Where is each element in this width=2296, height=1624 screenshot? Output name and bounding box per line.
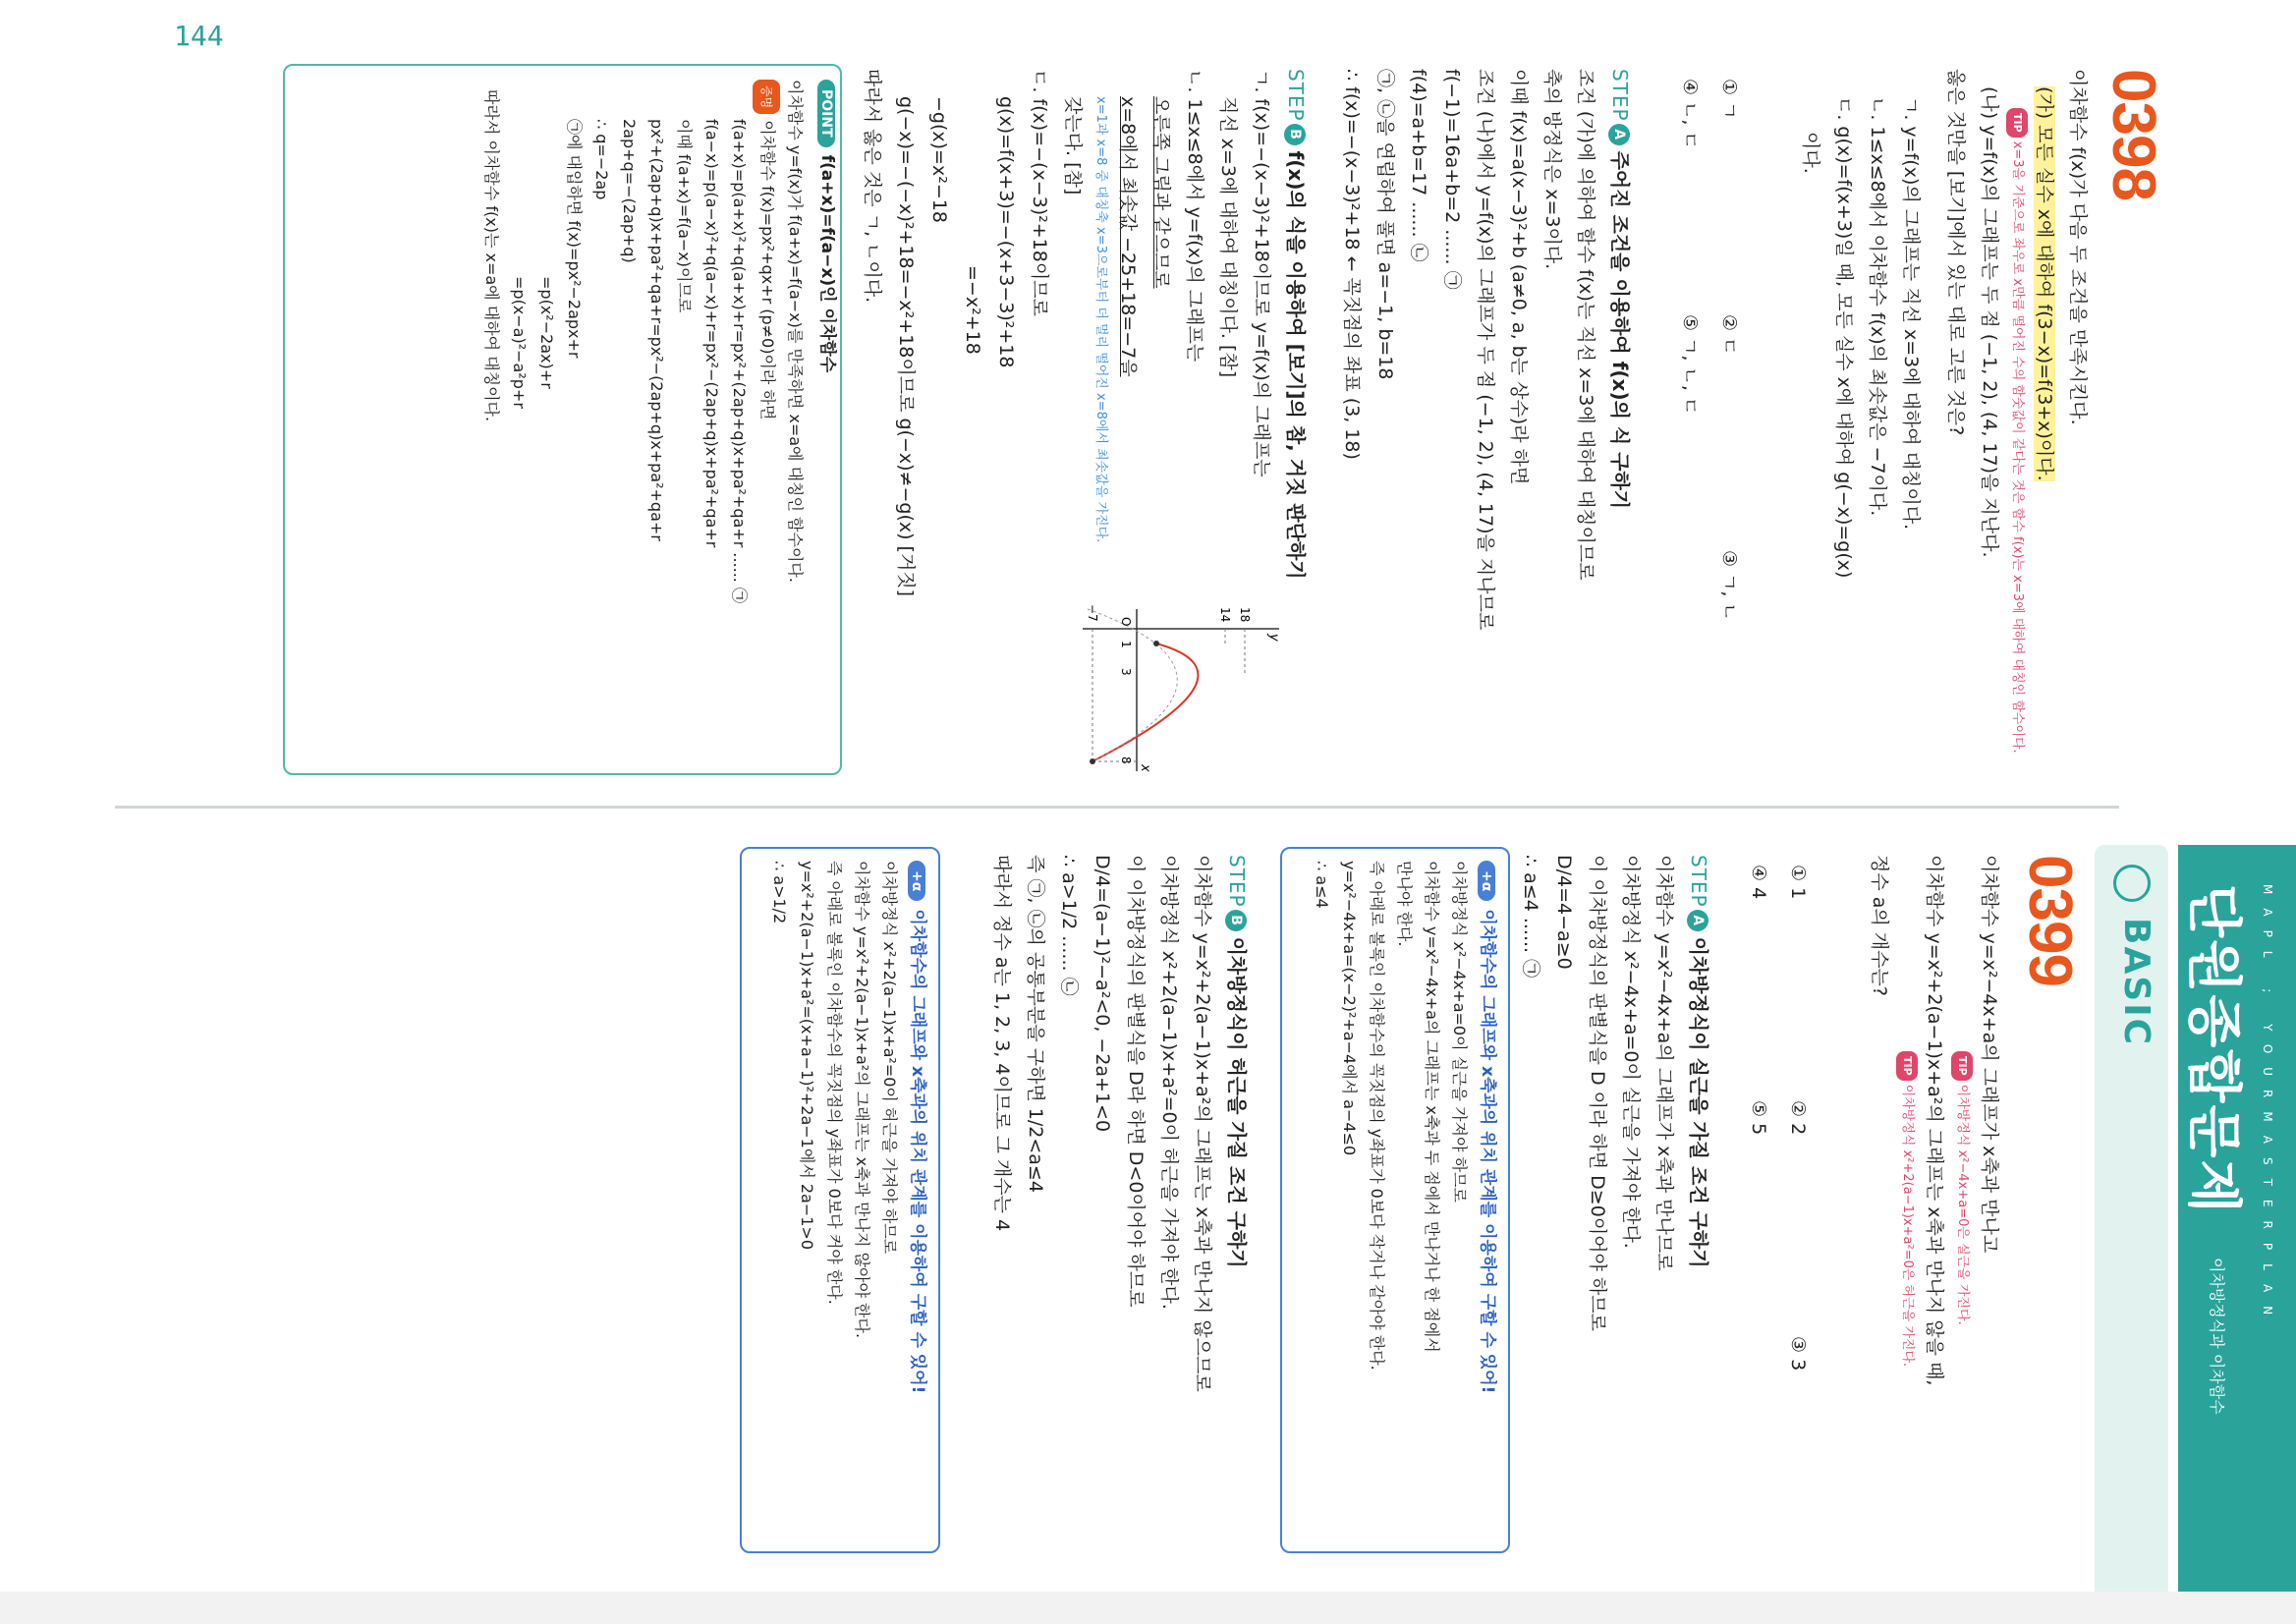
step-label: STEP — [1687, 855, 1710, 908]
step-b-0398 — [856, 69, 1314, 596]
solution-line: x=8에서 최솟값 −25+18=−7을 — [1117, 96, 1139, 377]
tick-origin: O — [1119, 617, 1133, 627]
half-divider — [115, 806, 2119, 809]
point-box — [283, 64, 842, 775]
question-prompt: 옳은 것만을 [보기]에서 있는 대로 고른 것은? — [1945, 69, 1967, 436]
solution-line: 조건 (나)에서 y=f(x)의 그래프가 두 점 (−1, 2), (4, 17)을 지나므로 — [1475, 69, 1496, 631]
point-line: 따라서 이차함수 f(x)는 x=a에 대하여 대칭이다. — [482, 89, 501, 422]
step-label: STEP — [1608, 69, 1632, 122]
tip-label: TIP — [1951, 1051, 1973, 1081]
note-text: x=1과 x=8 중 대칭축 x=3으로부터 더 멀리 떨어진 x=8에서 최솟값을 가진다. — [1093, 96, 1108, 543]
bogi-item-1: ㄱ. y=f(x)의 그래프는 직선 x=3에 대하여 대칭이다. — [1900, 96, 1922, 531]
step-badge: B — [1284, 124, 1306, 145]
point-line: ㉠에 대입하면 f(x)=px²−2apx+r — [565, 119, 584, 359]
choice-4[interactable]: ④ 4 — [1748, 865, 1769, 900]
choice-4[interactable]: ④ ㄴ, ㄷ — [1679, 79, 1701, 149]
chevron-circle-icon — [2113, 865, 2151, 902]
unit-banner — [2178, 845, 2296, 1624]
parabola-dashed — [1088, 609, 1177, 761]
alpha-line: 이차함수 y=x²+2(a−1)x+a²의 그래프는 x축과 만나지 않아야 한다. — [853, 861, 871, 1339]
tip-text: 이차방정식 x²+2(a−1)x+a²=0은 허근을 가진다. — [1900, 1084, 1915, 1368]
point-1 — [1153, 641, 1159, 646]
solution-line: 이차함수 y=x²−4x+a의 그래프가 x축과 만나므로 — [1653, 855, 1675, 1271]
solution-line: 오른쪽 그림과 같으므로 — [1150, 96, 1172, 289]
choice-3[interactable]: ③ 3 — [1787, 1336, 1809, 1372]
solution-line: ㉠, ㉡을 연립하여 풀면 a=−1, b=18 — [1374, 69, 1396, 380]
question-prompt: 정수 a의 개수는? — [1869, 855, 1890, 996]
point-tag: POINT — [817, 80, 835, 147]
tick-14: 14 — [1218, 607, 1232, 623]
tip-0398 — [2006, 69, 2028, 754]
solution-line: ㄱ. f(x)=−(x−3)²+18이므로 y=f(x)의 그래프는 — [1251, 69, 1272, 477]
solution-line: f(−1)=16a+b=2 ...... ㉠ — [1441, 69, 1463, 290]
tick-neg7: −7 — [1086, 604, 1099, 622]
alpha-line: 즉 아래로 볼록인 이차함수의 꼭짓점의 y좌표가 0보다 커야 한다. — [825, 861, 844, 1305]
choice-5[interactable]: ⑤ ㄱ, ㄴ, ㄷ — [1679, 314, 1701, 416]
bogi-item-3: ㄷ. g(x)=f(x+3)일 때, 모든 실수 x에 대하여 g(−x)=g(x) — [1833, 96, 1855, 579]
solution-line: ㄴ. 1≤x≤8에서 y=f(x)의 그래프는 — [1184, 69, 1205, 363]
solution-line: 직선 x=3에 대하여 대칭이다. [참] — [1217, 96, 1239, 378]
question-line: 이차함수 y=x²+2(a−1)x+a²의 그래프는 x축과 만나지 않을 때, — [1924, 855, 1945, 1386]
solution-line: 축의 방정식은 x=3이다. — [1541, 69, 1563, 270]
alpha-tag: +α — [1478, 861, 1495, 901]
alpha-title: 이차함수의 그래프와 x축과의 위치 관계를 이용하여 구할 수 있어! — [1478, 909, 1497, 1394]
tick-8: 8 — [1119, 756, 1133, 764]
step-badge: B — [1225, 910, 1247, 931]
solution-line: g(x)=f(x+3)=−(x+3−3)²+18 — [995, 96, 1017, 368]
tip-text: 이차방정식 x²−4x+a=0은 실근을 가진다. — [1955, 1084, 1970, 1325]
alpha-box-2 — [740, 847, 940, 1553]
proof-badge: 증명 — [753, 80, 780, 114]
point-content — [477, 80, 809, 603]
solution-line: f(4)=a+b=17 ...... ㉡ — [1408, 69, 1429, 262]
axis-label-y: y — [1266, 634, 1281, 642]
solution-line: 이차함수 y=x²+2(a−1)x+a²의 그래프는 x축과 만나지 않으므로 — [1192, 855, 1213, 1392]
choice-1[interactable]: ① 1 — [1787, 865, 1809, 900]
condition-ga-text: (가) 모든 실수 x에 대하여 f(3−x)=f(3+x)이다. — [2034, 86, 2055, 481]
alpha-line: 이차함수 y=x²−4x+a의 그래프는 x축과 두 점에서 만나거나 한 점에서 — [1423, 861, 1441, 1353]
step-a-0399 — [1514, 855, 1716, 1331]
question-line: 이차함수 y=x²−4x+a의 그래프가 x축과 만나고 — [1979, 855, 2000, 1254]
point-line-text: 이차함수 f(x)=px²+qx+r (p≠0)이라 하면 — [758, 120, 777, 420]
alpha-line: 이차방정식 x²+2(a−1)x+a²=0이 허근을 가져야 하므로 — [880, 861, 899, 1255]
question-number-0399: 0399 — [2016, 855, 2084, 986]
alpha-tag: +α — [908, 861, 925, 901]
choice-5[interactable]: ⑤ 5 — [1748, 1100, 1769, 1136]
solution-line: ㄷ. f(x)=−(x−3)²+18이므로 — [1029, 69, 1050, 316]
point-line: px²+(2ap+q)x+pa²+qa+r=px²−(2ap+q)x+pa²+qa+r — [647, 119, 666, 541]
question-0398-body — [1794, 69, 2095, 754]
alpha-line: ∴ a≤4 — [1313, 861, 1331, 909]
alpha-title: 이차함수의 그래프와 x축과의 위치 관계를 이용하여 구할 수 있어! — [908, 909, 927, 1394]
banner-title: 단원종합문제 — [2181, 884, 2245, 1215]
point-line: ∴ q=−2ap — [592, 119, 611, 200]
parabola-graph — [1078, 589, 1284, 776]
tip-label: TIP — [2006, 108, 2028, 138]
alpha-content — [1308, 861, 1473, 1371]
step-b-0399 — [985, 855, 1255, 1392]
alpha-line: ∴ a>1/2 — [770, 861, 789, 924]
solution-line: −g(x)=x²−18 — [928, 96, 950, 223]
basic-label: BASIC — [2116, 918, 2156, 1047]
point-title: f(a+x)=f(a−x)인 이차함수 — [817, 154, 837, 373]
step-title: 이차방정식이 허근을 가질 조건 구하기 — [1225, 936, 1249, 1268]
banner-brand: MAPL ; YOURMASTERPLAN — [2261, 884, 2274, 1329]
alpha-line: 즉 아래로 볼록인 이차함수의 꼭짓점의 y좌표가 0보다 작거나 같아야 한다. — [1368, 861, 1386, 1371]
tick-1: 1 — [1119, 641, 1133, 648]
alpha-line: 만나야 한다. — [1395, 861, 1414, 947]
step-label: STEP — [1225, 855, 1249, 908]
step-badge: A — [1608, 124, 1630, 145]
step-title: 이차방정식이 실근을 가질 조건 구하기 — [1687, 936, 1710, 1268]
solution-line: 이 이차방정식의 판별식을 D라 하면 D<0이어야 하므로 — [1125, 855, 1147, 1308]
solution-line: D/4=(a−1)²−a²<0, −2a+1<0 — [1092, 855, 1113, 1133]
solution-line: 이때 f(x)=a(x−3)²+b (a≠0, a, b는 상수)라 하면 — [1508, 69, 1530, 485]
bogi-item-2: ㄴ. 1≤x≤8에서 이차함수 f(x)의 최솟값은 −7이다. — [1867, 96, 1888, 517]
basic-bar — [2095, 845, 2168, 1621]
tip-0399-2 — [1896, 855, 1918, 1385]
alpha-line: 이차방정식 x²−4x+a=0이 실근을 가져야 하므로 — [1450, 861, 1469, 1203]
page-edge — [0, 1592, 2296, 1624]
alpha-line: y=x²+2(a−1)x+a²=(x+a−1)²+2a−1에서 2a−1>0 — [798, 861, 816, 1251]
question-number-0398: 0398 — [2100, 69, 2167, 200]
solution-line: g(−x)=−(−x)²+18=−x²+18이므로 g(−x)≠−g(x) [거짓] — [895, 96, 917, 597]
alpha-line: y=x²−4x+a=(x−2)²+a−4에서 a−4≤0 — [1340, 861, 1359, 1156]
choice-2[interactable]: ② ㄷ — [1718, 314, 1740, 356]
step-a-heading — [1602, 69, 1638, 630]
step-title: 주어진 조건을 이용하여 f(x)의 식 구하기 — [1608, 150, 1632, 510]
condition-ga — [2028, 69, 2061, 754]
bogi-item-3-cont: 이다. — [1800, 132, 1821, 174]
point-heading — [817, 80, 842, 372]
choice-1[interactable]: ① ㄱ — [1718, 79, 1740, 120]
tip-label: TIP — [1896, 1051, 1918, 1081]
solution-line: 즉 ㉠, ㉡의 공통부분을 구하면 1/2<a≤4 — [1025, 855, 1046, 1193]
step-a-heading — [1681, 855, 1716, 1331]
point-line: 이차함수 y=f(x)가 f(a+x)=f(a−x)를 만족하면 x=a에 대칭인 함수이다. — [786, 80, 805, 583]
banner-subtitle: 이차방정식과 이차함수 — [2208, 1258, 2226, 1415]
alpha-heading — [908, 861, 932, 1393]
point-line: f(a+x)=p(a+x)²+q(a+x)+r=px²+(2ap+q)x+pa²+qa+r ...... ㉠ — [730, 119, 749, 603]
point-line: f(a−x)=p(a−x)²+q(a−x)+r=px²−(2ap+q)x+pa²+qa+r — [702, 119, 721, 548]
axis-label-x: x — [1138, 764, 1152, 772]
alpha-heading — [1478, 861, 1502, 1393]
solution-line: 이 이차방정식의 판별식을 D 이라 하면 D≥0이어야 하므로 — [1587, 855, 1608, 1331]
condition-na: (나) y=f(x)의 그래프는 두 점 (−1, 2), (4, 17)을 지난다. — [1979, 86, 2000, 558]
alpha-box-1 — [1280, 847, 1510, 1553]
solution-line: D/4=4−a≥0 — [1553, 855, 1575, 970]
solution-line: 따라서 정수 a는 1, 2, 3, 4이므로 그 개수는 4 — [991, 855, 1013, 1232]
question-line: 이차함수 f(x)가 다음 두 조건을 만족시킨다. — [2067, 69, 2089, 425]
solution-line: =−x²+18 — [962, 265, 983, 355]
tip-text: x=3을 기준으로 좌우로 x만큼 떨어진 수의 함숫값이 같다는 것은 함수 f(x)는 x=3에 대하여 대칭인 함수이다. — [2010, 140, 2025, 754]
point-line: 2ap+q=−(2ap+q) — [620, 119, 639, 263]
solution-line: ∴ a>1/2 ...... ㉡ — [1058, 855, 1080, 996]
step-b-heading — [1219, 855, 1255, 1392]
page-number: 144 — [174, 20, 224, 52]
tick-3: 3 — [1119, 668, 1133, 676]
step-b-heading — [1278, 69, 1314, 596]
step-badge: A — [1687, 910, 1708, 931]
parabola-curve — [1092, 644, 1198, 761]
solution-line: 따라서 옳은 것은 ㄱ, ㄴ이다. — [862, 69, 883, 304]
solution-line: ∴ f(x)=−(x−3)²+18 ← 꼭짓점의 좌표 (3, 18) — [1341, 69, 1363, 460]
solution-line: 이차방정식 x²+2(a−1)x+a²=0이 허근을 가져야 한다. — [1158, 855, 1180, 1310]
tick-18: 18 — [1238, 607, 1252, 623]
point-8 — [1090, 758, 1095, 764]
solution-line: 이차방정식 x²−4x+a=0이 실근을 가져야 한다. — [1620, 855, 1642, 1249]
choice-2[interactable]: ② 2 — [1787, 1100, 1809, 1136]
step-title: f(x)의 식을 이용하여 [보기]의 참, 거짓 판단하기 — [1284, 150, 1308, 580]
question-0399-body — [1863, 855, 2006, 1385]
step-label: STEP — [1284, 69, 1308, 122]
solution-line: 조건 (가)에 의하여 함수 f(x)는 직선 x=3에 대하여 대칭이므로 — [1575, 69, 1596, 581]
choice-3[interactable]: ③ ㄱ, ㄴ — [1718, 550, 1740, 621]
solution-line: ∴ a≤4 ...... ㉠ — [1520, 855, 1541, 979]
point-line: =p(x−a)²−a²p+r — [510, 276, 529, 409]
tip-0399-1 — [1951, 855, 1973, 1385]
solution-line: 갖는다. [참] — [1062, 96, 1084, 196]
alpha-content — [765, 861, 903, 1338]
point-line — [753, 80, 781, 603]
point-line: 이때 f(a+x)=f(a−x)이므로 — [675, 119, 694, 313]
step-a-0398 — [1335, 69, 1638, 630]
point-line: =p(x²−2ax)+r — [537, 276, 556, 389]
